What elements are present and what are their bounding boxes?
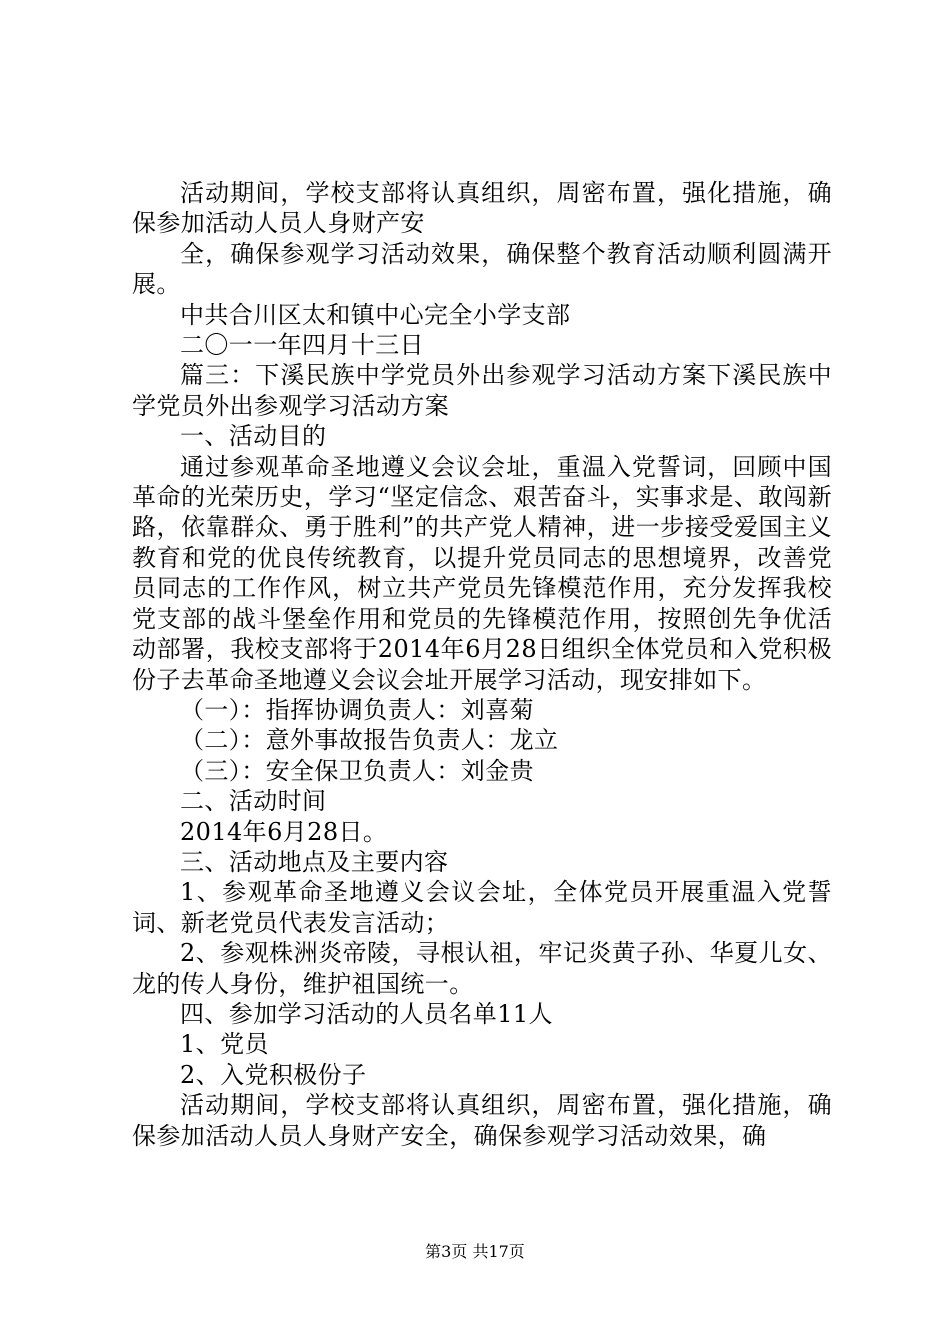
heading: 三、活动地点及主要内容 — [180, 847, 449, 876]
list-item: （一）：指挥协调负责人：刘喜菊 — [180, 695, 534, 724]
paragraph: 全，确保参观学习活动效果，确保整个教育活动顺利圆满开展。 — [132, 239, 832, 299]
list-item: 2、入党积极份子 — [180, 1060, 367, 1089]
heading: 一、活动目的 — [180, 422, 327, 451]
heading: 四、参加学习活动的人员名单11人 — [180, 999, 553, 1028]
document-body — [132, 178, 832, 1151]
list-item: 1、党员 — [180, 1030, 269, 1059]
paragraph: 活动期间，学校支部将认真组织，周密布置，强化措施，确保参加活动人员人身财产安 — [132, 179, 832, 238]
paragraph: 2014年6月28日。 — [180, 817, 388, 846]
list-item: 2、参观株洲炎帝陵，寻根认祖，牢记炎黄子孙、华夏儿女、龙的传人身份，维护祖国统一。 — [132, 939, 832, 998]
paragraph: 二〇一一年四月十三日 — [180, 331, 424, 360]
paragraph: 中共合川区太和镇中心完全小学支部 — [180, 300, 571, 329]
paragraph: 通过参观革命圣地遵义会议会址，重温入党誓词，回顾中国革命的光荣历史，学习“坚定信念、艰苦奋斗，实事求是、敢闯新路，依靠群众、勇于胜利”的共产党人精神，进一步接受爱国主义教育和党的优良传统教育，以提升党员同志的思想境界，改善党员同志的工作作风，树立共产党员先锋模范作用，充分发挥我校党支部的战斗堡垒作用和党员的先锋模范作用，按照创先争优活动部署，我校支部将于2014年6月28日组织全体党员和入党积极份子去革命圣地遵义会议会址开展学习活动，现安排如下。 — [132, 452, 832, 694]
page-number-footer: 第3页 共17页 — [425, 1242, 525, 1261]
paragraph: 活动期间，学校支部将认真组织，周密布置，强化措施，确保参加活动人员人身财产安全，确保参观学习活动效果，确 — [132, 1091, 832, 1150]
list-item: （二）：意外事故报告负责人：龙立 — [180, 726, 559, 755]
heading: 二、活动时间 — [180, 787, 327, 816]
list-item: 1、参观革命圣地遵义会议会址，全体党员开展重温入党誓词、新老党员代表发言活动； — [132, 878, 832, 937]
list-item: （三）：安全保卫负责人：刘金贵 — [180, 756, 534, 785]
section-title: 篇三：下溪民族中学党员外出参观学习活动方案下溪民族中学党员外出参观学习活动方案 — [132, 361, 832, 420]
